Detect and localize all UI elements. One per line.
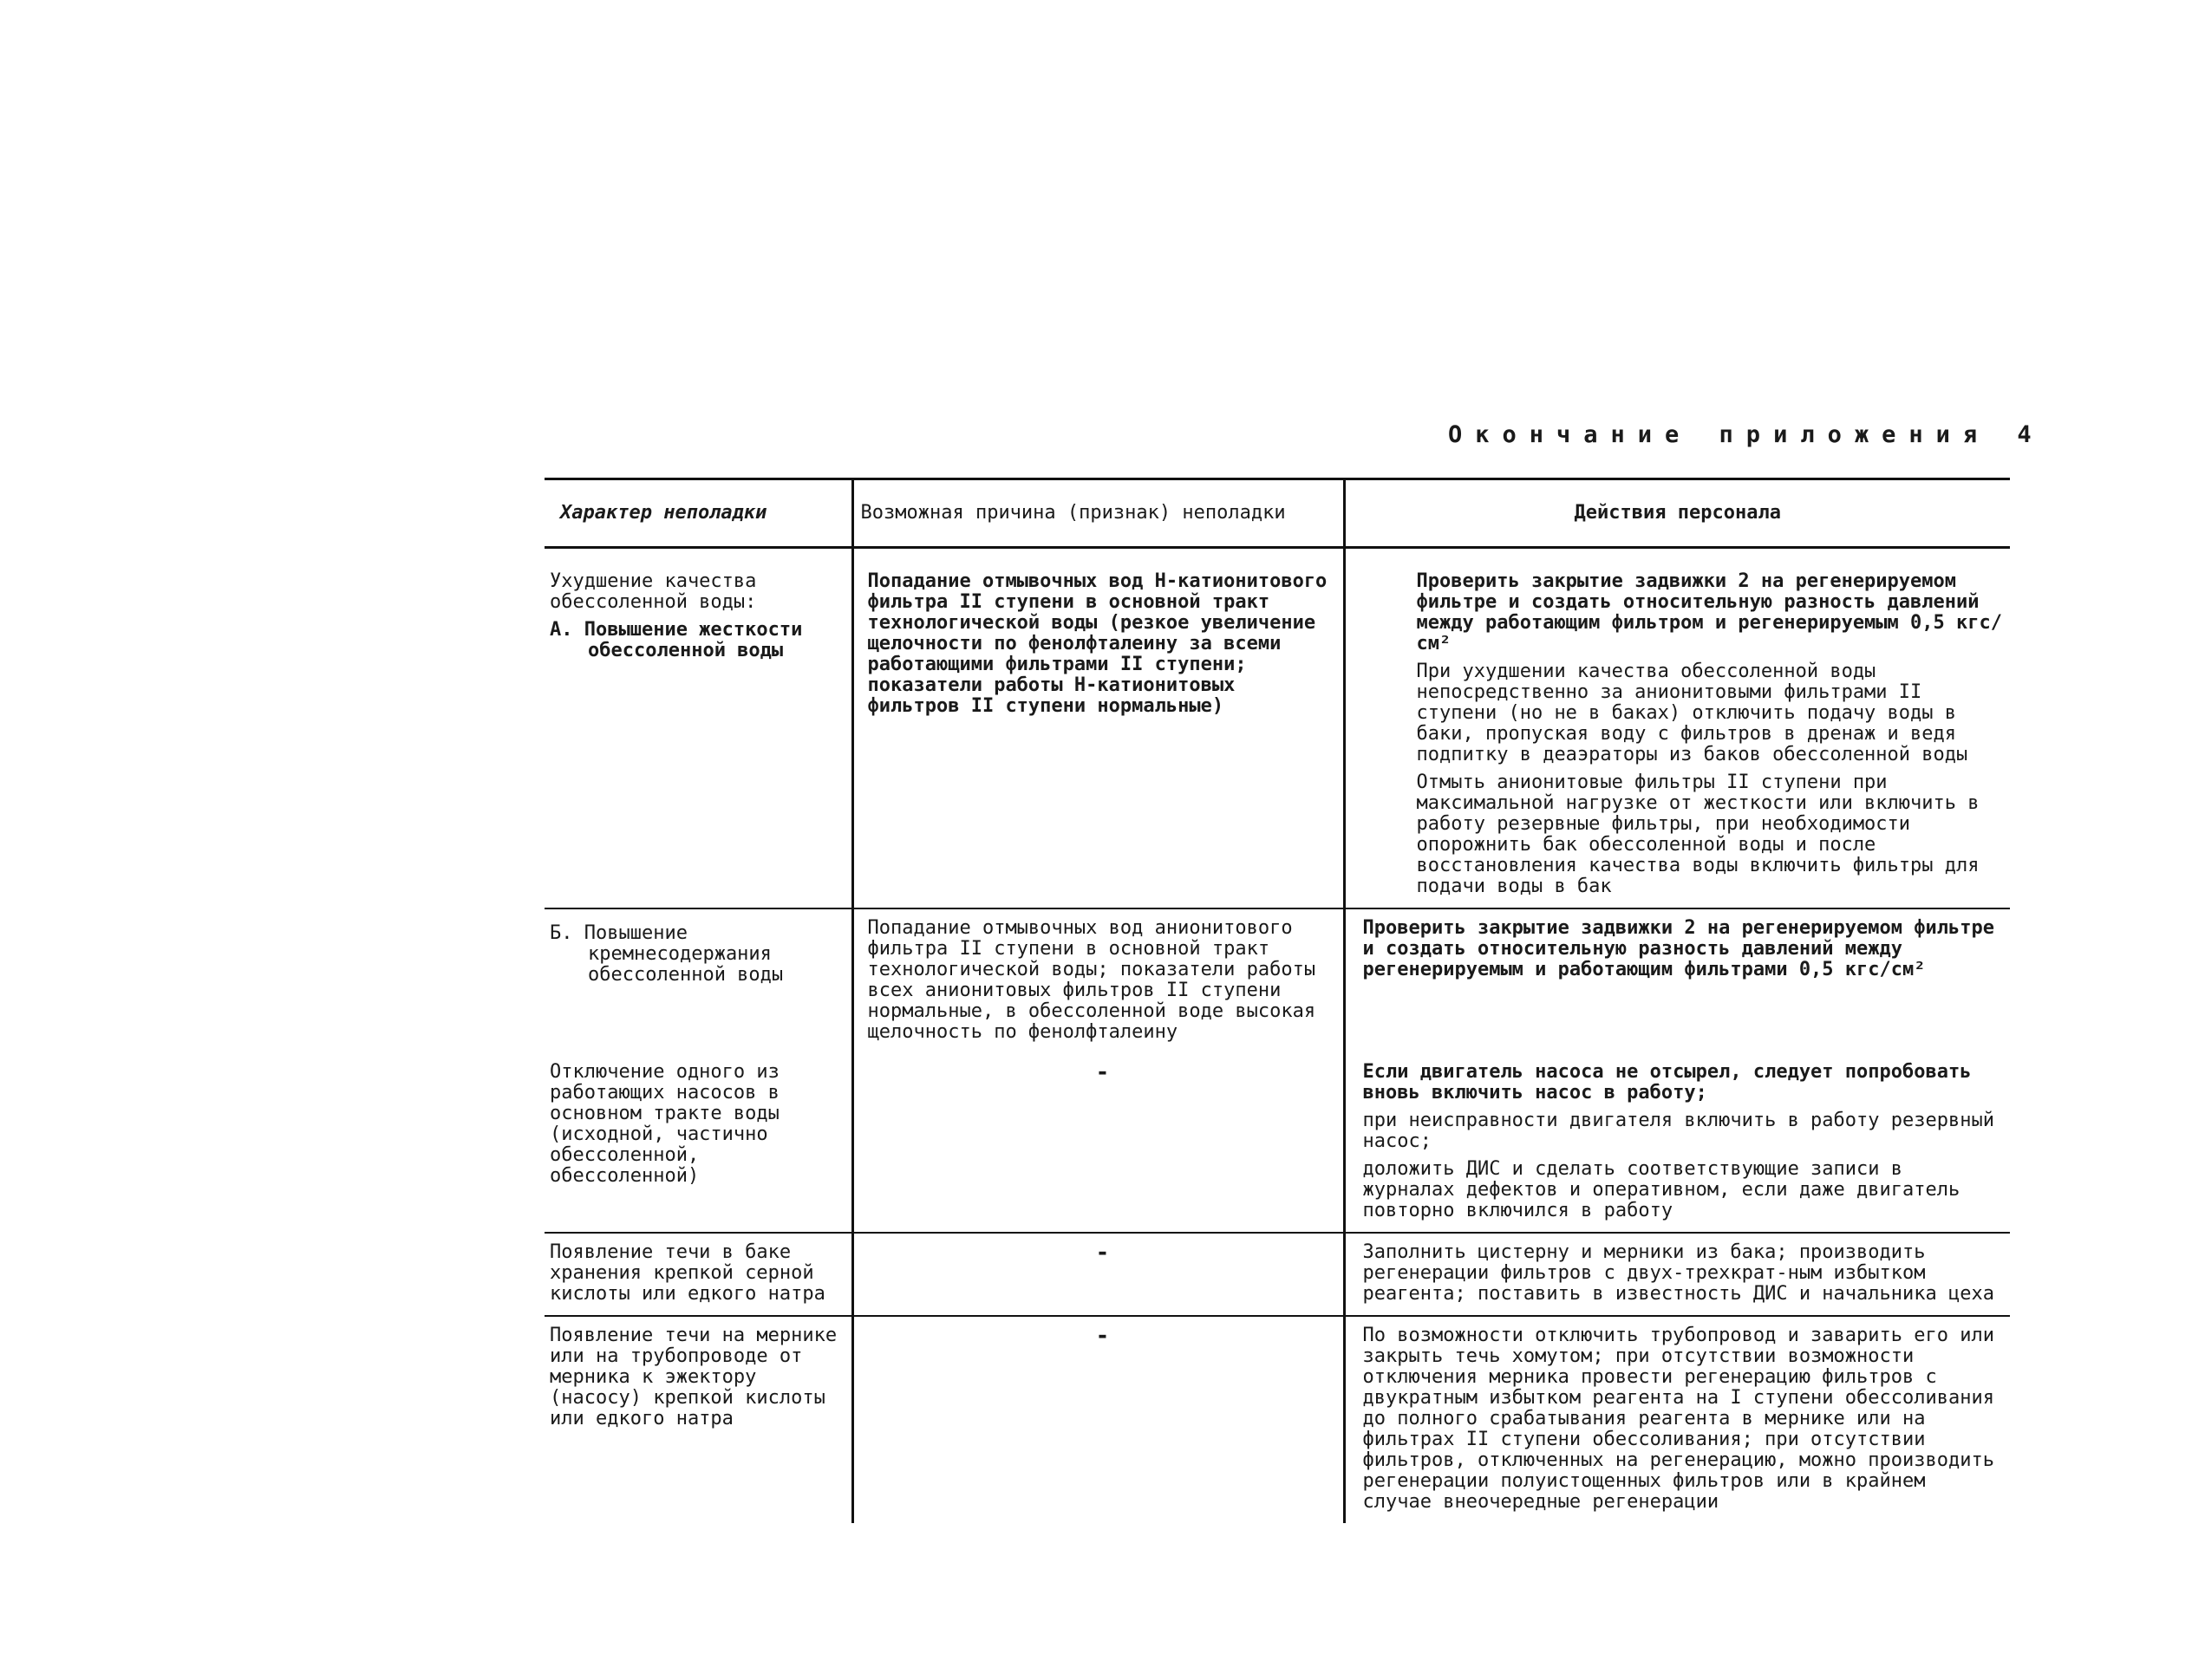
actions-cell [1344,908,2010,1053]
problem-subitem: А. Повышение жесткости обессоленной воды [550,619,803,661]
page-title: Окончание приложения 4 [1448,421,2045,448]
column-header-problem: Характер неполадки [545,479,852,548]
cause-cell [852,908,1344,1053]
action-text: Если двигатель насоса не отсырел, следует попробовать вновь включить насос в работу; [1362,1061,1972,1104]
malfunction-table [545,478,2010,1523]
actions-cell [1344,1316,2010,1523]
problem-text: Отключение одного из работающих насосов в основном тракте воды (исходной, частично обессоленной, обессоленной) [550,1061,780,1187]
cause-dash: - [1095,1059,1110,1085]
table-row [545,908,2010,1053]
action-text: при неисправности двигателя включить в работу резервный насос; [1362,1110,1994,1152]
problem-cell [545,548,852,909]
table-row [545,1053,2010,1233]
cause-dash: - [1095,1240,1110,1266]
problem-cell [545,1053,852,1233]
table-row [545,1316,2010,1523]
column-header-actions: Действия персонала [1344,479,2010,548]
action-text: По возможности отключить трубопровод и заварить его или закрыть течь хомутом; при отсутствии возможности отключения мерника провести регенерацию фильтров с двукратным избытком реагента на I ступени обессоливания до полного срабатывания реагента в мернике или на фильтрах II ступени обессоливания; при отсутствии фильтров, отключенных на регенерацию, можно производить регенерации полуистощенных фильтров или в крайнем случае внеочередные регенерации [1362,1325,1994,1513]
actions-cell [1344,548,2010,909]
action-text: При ухудшении качества обессоленной воды непосредственно за анионитовыми фильтрами II ступени (но не в баках) отключить подачу воды в баки, пропуская воду с фильтров в дренаж и ведя подпитку в деаэраторы из баков обессоленной воды [1416,661,1968,765]
actions-cell [1344,1233,2010,1316]
problem-cell [545,1233,852,1316]
cause-text: Попадание отмывочных вод Н-катионитового фильтра II ступени в основной тракт технологической воды (резкое увеличение щелочности по фенолфталеину за всеми работающими фильтрами II ступени; показатели работы Н-катионитовых фильтров II ступени нормальные) [867,570,1328,717]
problem-subitem: Б. Повышение кремнесодержания обессоленной воды [550,922,784,986]
cause-cell [852,548,1344,909]
action-text: Отмыть анионитовые фильтры II ступени при максимальной нагрузке от жесткости или включить в работу резервные фильтры, при необходимости опорожнить бак обессоленной воды и после восстановления качества воды включить фильтры для подачи воды в бак [1416,772,1980,897]
action-text: Проверить закрытие задвижки 2 на регенерируемом фильтре и создать относительную разность давлений между регенерируемым и работающим фильтрами 0,5 кгс/см² [1362,917,1994,980]
column-header-cause: Возможная причина (признак) неполадки [852,479,1344,548]
problem-text: Появление течи в баке хранения крепкой серной кислоты или едкого натра [550,1241,825,1305]
cause-text: Попадание отмывочных вод анионитового фильтра II ступени в основной тракт технологической воды; показатели работы всех анионитовых фильтров II ступени нормальные, в обессоленной воде высокая щелочность по фенолфталеину [867,917,1316,1043]
actions-cell [1344,1053,2010,1233]
cause-cell [852,1316,1344,1523]
table-row [545,1233,2010,1316]
problem-text: Ухудшение качества обессоленной воды: [550,570,757,613]
problem-text: Появление течи на мернике или на трубопроводе от мерника к эжектору (насосу) крепкой кислоты или едкого натра [550,1325,838,1429]
cause-cell [852,1233,1344,1316]
cause-dash: - [1095,1323,1110,1349]
action-text: Заполнить цистерну и мерники из бака; производить регенерации фильтров с двух-трехкрат-ным избытком реагента; поставить в известность ДИС и начальника цеха [1362,1241,1994,1305]
table-header-row [545,479,2010,548]
problem-cell [545,908,852,1053]
action-text: доложить ДИС и сделать соответствующие записи в журналах дефектов и оперативном, если даже двигатель повторно включился в работу [1362,1158,1960,1221]
cause-cell [852,1053,1344,1233]
action-text: Проверить закрытие задвижки 2 на регенерируемом фильтре и создать относительную разность давлений между работающим фильтром и регенерируемым 0,5 кгс/см² [1416,570,2003,654]
table-row [545,548,2010,909]
problem-cell [545,1316,852,1523]
